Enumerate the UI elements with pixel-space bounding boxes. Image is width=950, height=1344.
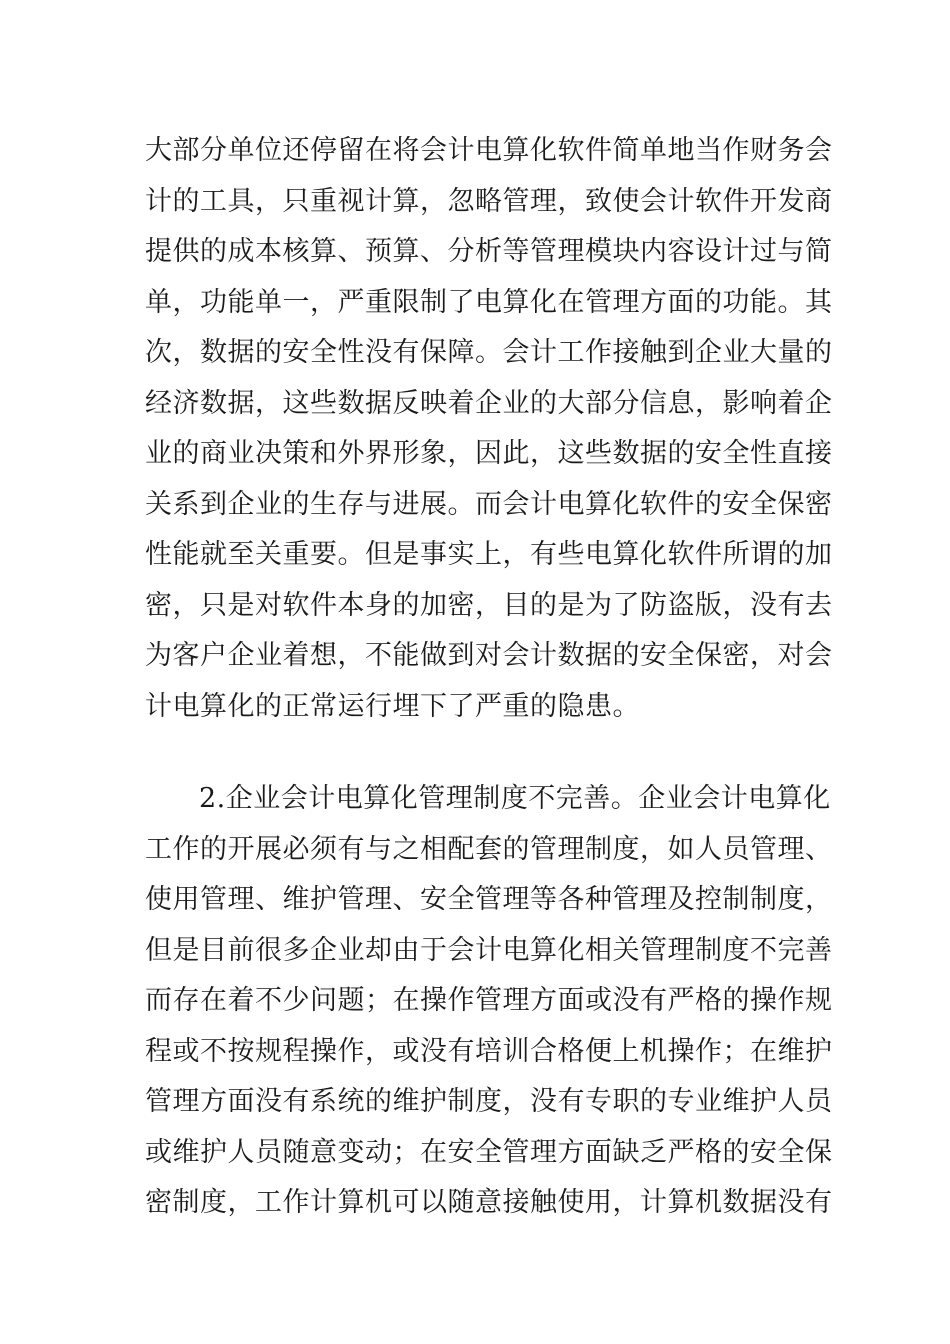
paragraph-line: 程或不按规程操作，或没有培训合格便上机操作；在维护 — [145, 1035, 833, 1067]
paragraph-line: 密，只是对软件本身的加密，目的是为了防盗版，没有去 — [145, 589, 833, 621]
paragraph-line: 计电算化的正常运行埋下了严重的隐患。 — [145, 690, 640, 722]
paragraph-line: 关系到企业的生存与进展。而会计电算化软件的安全保密 — [145, 488, 833, 520]
paragraph-1 — [145, 126, 833, 732]
paragraph-line: 大部分单位还停留在将会计电算化软件简单地当作财务会 — [145, 135, 833, 166]
paragraph-line: 工作的开展必须有与之相配套的管理制度，如人员管理、 — [145, 833, 833, 865]
paragraph-line: 密制度，工作计算机可以随意接触使用，计算机数据没有 — [145, 1187, 833, 1218]
paragraph-line: 单，功能单一，严重限制了电算化在管理方面的功能。其 — [145, 286, 833, 318]
paragraph-line: 业的商业决策和外界形象，因此，这些数据的安全性直接 — [145, 438, 833, 469]
paragraph-line: 而存在着不少问题；在操作管理方面或没有严格的操作规 — [145, 985, 833, 1016]
paragraph-line: 为客户企业着想，不能做到对会计数据的安全保密，对会 — [145, 640, 833, 671]
paragraph-2 — [145, 774, 833, 1229]
paragraph-line: 性能就至关重要。但是事实上，有些电算化软件所谓的加 — [145, 539, 833, 570]
paragraph-line: 2.企业会计电算化管理制度不完善。企业会计电算化 — [199, 783, 831, 814]
paragraph-line: 计的工具，只重视计算，忽略管理，致使会计软件开发商 — [145, 185, 833, 217]
paragraph-line: 管理方面没有系统的维护制度，没有专职的专业维护人员 — [145, 1086, 833, 1117]
paragraph-line: 使用管理、维护管理、安全管理等各种管理及控制制度， — [145, 884, 833, 915]
paragraph-line: 提供的成本核算、预算、分析等管理模块内容设计过与简 — [145, 236, 833, 267]
paragraph-line: 或维护人员随意变动；在安全管理方面缺乏严格的安全保 — [145, 1136, 833, 1168]
paragraph-line: 经济数据，这些数据反映着企业的大部分信息，影响着企 — [145, 387, 833, 419]
paragraph-line: 但是目前很多企业却由于会计电算化相关管理制度不完善 — [145, 934, 833, 966]
paragraph-line: 次，数据的安全性没有保障。会计工作接触到企业大量的 — [145, 337, 833, 368]
